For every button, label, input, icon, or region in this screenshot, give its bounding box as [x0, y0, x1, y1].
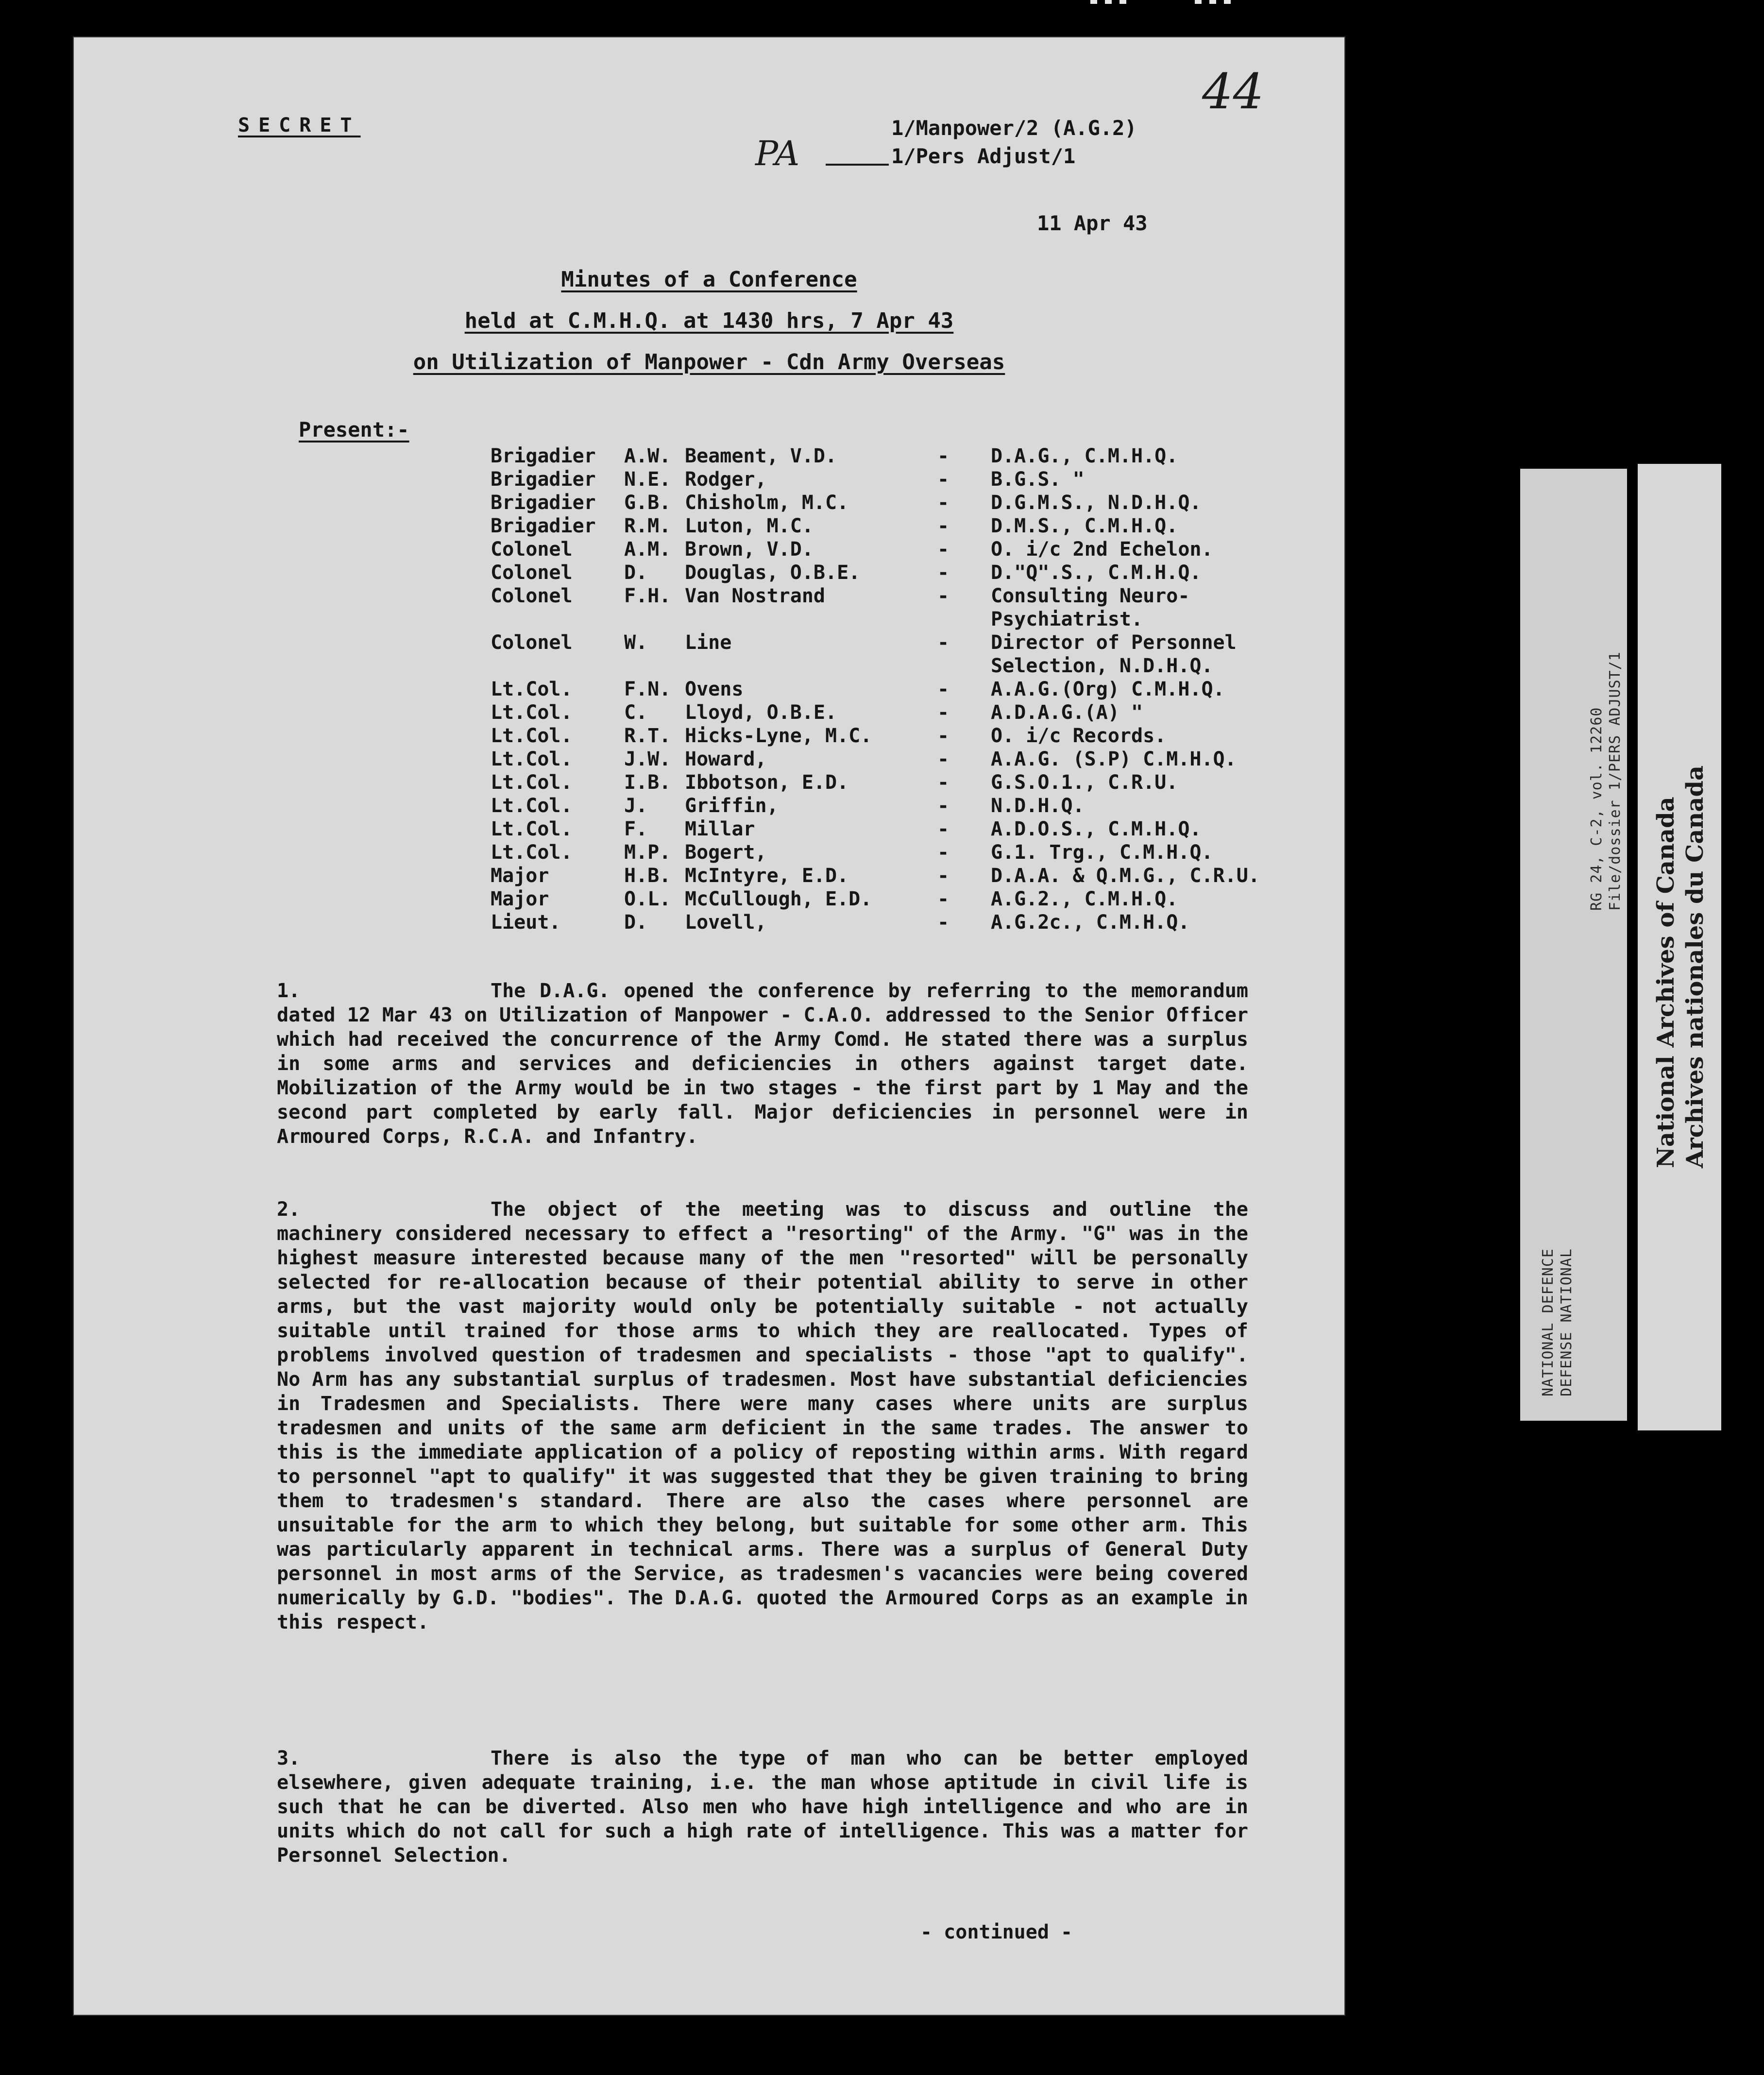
attendee-rank: Lieut.	[491, 911, 561, 934]
attendee-initials: C.	[624, 701, 648, 724]
attendee-row	[491, 678, 1260, 701]
attendee-name: Rodger,	[685, 468, 767, 491]
attendee-row	[491, 468, 1260, 491]
paragraph-text: The D.A.G. opened the conference by referring to the memorandum dated 12 Mar 43 on Utilization of Manpower - C.A.O. addressed to the Senior Officer which had received the concurrence of the Army Comd. He stated there was a surplus in some arms and services and deficiencies in others against target date. Mobilization of the Army would be in two stages - the first part by 1 May and the second part completed by early fall. Major deficiencies in personnel were in Armoured Corps, R.C.A. and Infantry.	[277, 980, 1248, 1148]
attendee-name: Line	[685, 631, 732, 654]
attendee-name: Ibbotson, E.D.	[685, 771, 849, 794]
attendee-rank: Colonel	[491, 631, 573, 654]
title-line-1: Minutes of a Conference	[561, 267, 857, 292]
attendee-rank: Major	[491, 865, 549, 887]
attendee-rank: Lt.Col.	[491, 795, 573, 817]
attendee-row	[491, 748, 1260, 771]
attendee-rank: Lt.Col.	[491, 748, 573, 770]
attendee-dash: -	[937, 865, 950, 887]
attendee-row	[491, 701, 1260, 724]
title-line-2: held at C.M.H.Q. at 1430 hrs, 7 Apr 43	[464, 308, 954, 333]
attendees-list	[491, 444, 1260, 934]
attendee-appointment: A.G.2c., C.M.H.Q.	[991, 911, 1190, 934]
paragraph-3	[277, 1746, 1248, 1868]
attendee-rank: Brigadier	[491, 492, 596, 514]
attendee-appointment: O. i/c Records.	[991, 725, 1167, 747]
attendee-row	[491, 444, 1260, 468]
attendee-row	[491, 794, 1260, 817]
attendee-rank: Lt.Col.	[491, 725, 573, 747]
attendee-initials: J.	[624, 795, 648, 817]
attendee-dash: -	[937, 492, 950, 514]
attendee-rank: Colonel	[491, 561, 573, 584]
attendee-initials: A.W.	[624, 445, 671, 467]
attendee-appointment: D."Q".S., C.M.H.Q.	[991, 561, 1202, 584]
attendee-initials: R.T.	[624, 725, 671, 747]
attendee-dash: -	[937, 725, 950, 747]
document-page	[73, 36, 1345, 2016]
attendee-row	[491, 911, 1260, 934]
attendee-appointment: A.A.G.(Org) C.M.H.Q.	[991, 678, 1225, 700]
attendee-initials: D.	[624, 911, 648, 934]
attendee-name: Griffin,	[685, 795, 779, 817]
attendee-name: Howard,	[685, 748, 767, 770]
document-date: 11 Apr 43	[1037, 211, 1148, 235]
attendee-initials: W.	[624, 631, 648, 654]
attendee-dash: -	[937, 678, 950, 700]
attendee-rank: Lt.Col.	[491, 771, 573, 794]
attendee-dash: -	[937, 841, 950, 864]
attendee-row	[491, 491, 1260, 514]
attendee-name: Brown, V.D.	[685, 538, 814, 561]
attendee-name: Douglas, O.B.E.	[685, 561, 861, 584]
attendee-dash: -	[937, 538, 950, 561]
stamp-reference-2: File/dossier 1/PERS ADJUST/1	[1607, 651, 1624, 911]
attendee-name: Beament, V.D.	[685, 445, 837, 467]
attendee-appointment: A.G.2., C.M.H.Q.	[991, 888, 1178, 910]
attendee-initials: F.H.	[624, 585, 671, 607]
attendee-appointment: D.A.G., C.M.H.Q.	[991, 445, 1178, 467]
attendee-dash: -	[937, 445, 950, 467]
attendee-dash: -	[937, 911, 950, 934]
attendee-initials: D.	[624, 561, 648, 584]
attendee-name: Hicks-Lyne, M.C.	[685, 725, 872, 747]
attendee-row	[491, 538, 1260, 561]
file-reference-1: 1/Manpower/2 (A.G.2)	[891, 116, 1137, 140]
stamp-reference-1: RG 24, C-2, vol. 12260	[1588, 707, 1605, 911]
stamp-dept-en: NATIONAL DEFENCE	[1540, 1248, 1557, 1396]
attendee-row	[491, 864, 1260, 887]
attendee-rank: Lt.Col.	[491, 701, 573, 724]
attendee-dash: -	[937, 468, 950, 491]
archives-stamp	[1638, 464, 1721, 1430]
attendee-row	[491, 887, 1260, 911]
attendee-row	[491, 584, 1260, 631]
attendee-name: McIntyre, E.D.	[685, 865, 849, 887]
continued-marker: - continued -	[920, 1921, 1073, 1943]
attendee-appointment: O. i/c 2nd Echelon.	[991, 538, 1213, 561]
present-label: Present:-	[299, 418, 409, 442]
attendee-dash: -	[937, 585, 950, 607]
attendee-appointment: B.G.S. "	[991, 468, 1085, 491]
paragraph-text: The object of the meeting was to discuss and outline the machinery considered necessary to effect a "resorting" of the Army. "G" was in the highest measure interested because many of the men "resorted" will be personally selected for re-allocation because of their potential ability to serve in other arms, but the vast majority would only be potentially suitable - not actually suitable until trained for those arms to which they are reallocated. Types of problems involved question of tradesmen and specialists - those "apt to qualify". No Arm has any substantial surplus of tradesmen. Most have substantial deficiencies in Tradesmen and Specialists. There were many cases where units are surplus tradesmen and units of the same arm deficient in the same trades. The answer to this is the immediate application of a policy of reposting within arms. With regard to personnel "apt to qualify" it was suggested that they be given training to bring them to tradesmen's standard. There are also the cases where personnel are unsuitable for the arm to which they belong, but suitable for some other arm. This was particularly apparent in technical arms. There was a surplus of General Duty personnel in most arms of the Service, as tradesmen's vacancies were being covered numerically by G.D. "bodies". The D.A.G. quoted the Armoured Corps as an example in this respect.	[277, 1198, 1248, 1633]
archive-reference-stamp	[1520, 469, 1627, 1421]
attendee-rank: Colonel	[491, 585, 573, 607]
attendee-rank: Brigadier	[491, 445, 596, 467]
scan-mark	[1105, 0, 1112, 4]
attendee-initials: F.	[624, 818, 648, 840]
attendee-dash: -	[937, 748, 950, 770]
attendee-row	[491, 724, 1260, 748]
attendee-appointment: Director of Personnel Selection, N.D.H.Q.	[991, 631, 1237, 677]
classification-marking: SECRET	[238, 114, 361, 136]
attendee-rank: Colonel	[491, 538, 573, 561]
scan-mark	[1209, 0, 1216, 4]
attendee-appointment: A.D.A.G.(A) "	[991, 701, 1143, 724]
attendee-dash: -	[937, 631, 950, 654]
attendee-name: Lovell,	[685, 911, 767, 934]
attendee-appointment: G.1. Trg., C.M.H.Q.	[991, 841, 1213, 864]
attendee-name: Chisholm, M.C.	[685, 492, 849, 514]
paragraph-number: 2.	[277, 1198, 301, 1221]
attendee-row	[491, 817, 1260, 841]
attendee-rank: Lt.Col.	[491, 678, 573, 700]
attendee-name: Ovens	[685, 678, 744, 700]
attendee-name: McCullough, E.D.	[685, 888, 872, 910]
attendee-initials: R.M.	[624, 515, 671, 537]
attendee-rank: Brigadier	[491, 515, 596, 537]
paragraph-number: 1.	[277, 980, 301, 1002]
attendee-appointment: D.M.S., C.M.H.Q.	[991, 515, 1178, 537]
scan-mark	[1195, 0, 1202, 4]
paragraph-number: 3.	[277, 1747, 301, 1769]
handwritten-folio-number: 44	[1202, 63, 1264, 120]
file-reference-2: 1/Pers Adjust/1	[891, 144, 1076, 168]
attendee-appointment: A.D.O.S., C.M.H.Q.	[991, 818, 1202, 840]
attendee-appointment: A.A.G. (S.P) C.M.H.Q.	[991, 748, 1237, 770]
attendee-row	[491, 841, 1260, 864]
attendee-initials: A.M.	[624, 538, 671, 561]
attendee-rank: Lt.Col.	[491, 841, 573, 864]
attendee-row	[491, 561, 1260, 584]
attendee-rank: Brigadier	[491, 468, 596, 491]
attendee-appointment: N.D.H.Q.	[991, 795, 1085, 817]
attendee-initials: N.E.	[624, 468, 671, 491]
handwritten-pa-annotation: PA	[755, 134, 800, 173]
attendee-appointment: D.G.M.S., N.D.H.Q.	[991, 492, 1202, 514]
attendee-dash: -	[937, 818, 950, 840]
attendee-name: Luton, M.C.	[685, 515, 814, 537]
attendee-dash: -	[937, 515, 950, 537]
attendee-name: Bogert,	[685, 841, 767, 864]
attendee-dash: -	[937, 888, 950, 910]
paragraph-2	[277, 1197, 1248, 1634]
attendee-dash: -	[937, 701, 950, 724]
attendee-initials: O.L.	[624, 888, 671, 910]
attendee-dash: -	[937, 561, 950, 584]
scan-mark	[1090, 0, 1097, 4]
stamp-archives-en: National Archives of Canada	[1652, 797, 1679, 1168]
attendee-initials: F.N.	[624, 678, 671, 700]
attendee-rank: Major	[491, 888, 549, 910]
attendee-appointment: Consulting Neuro- Psychiatrist.	[991, 585, 1190, 630]
stamp-archives-fr: Archives nationales du Canada	[1681, 765, 1709, 1168]
attendee-row	[491, 514, 1260, 538]
attendee-name: Van Nostrand	[685, 585, 825, 607]
stamp-dept-fr: DEFENSE NATIONAL	[1558, 1248, 1575, 1396]
attendee-row	[491, 771, 1260, 794]
attendee-appointment: D.A.A. & Q.M.G., C.R.U.	[991, 865, 1260, 887]
attendee-appointment: G.S.O.1., C.R.U.	[991, 771, 1178, 794]
title-line-3: on Utilization of Manpower - Cdn Army Overseas	[413, 350, 1005, 374]
attendee-initials: J.W.	[624, 748, 671, 770]
attendee-initials: M.P.	[624, 841, 671, 864]
attendee-initials: I.B.	[624, 771, 671, 794]
scan-mark	[1224, 0, 1231, 4]
paragraph-1	[277, 979, 1248, 1149]
attendee-initials: G.B.	[624, 492, 671, 514]
attendee-rank: Lt.Col.	[491, 818, 573, 840]
attendee-dash: -	[937, 795, 950, 817]
attendee-dash: -	[937, 771, 950, 794]
attendee-name: Lloyd, O.B.E.	[685, 701, 837, 724]
paragraph-text: There is also the type of man who can be better employed elsewhere, given adequate training, i.e. the man whose aptitude in civil life is such that he can be diverted. Also men who have high intelligence and who are in units which do not call for such a high rate of intelligence. This was a matter for Personnel Selection.	[277, 1747, 1248, 1867]
scan-mark	[1119, 0, 1126, 4]
attendee-name: Millar	[685, 818, 755, 840]
attendee-initials: H.B.	[624, 865, 671, 887]
attendee-row	[491, 631, 1260, 678]
handwritten-arrow-line	[826, 164, 889, 166]
